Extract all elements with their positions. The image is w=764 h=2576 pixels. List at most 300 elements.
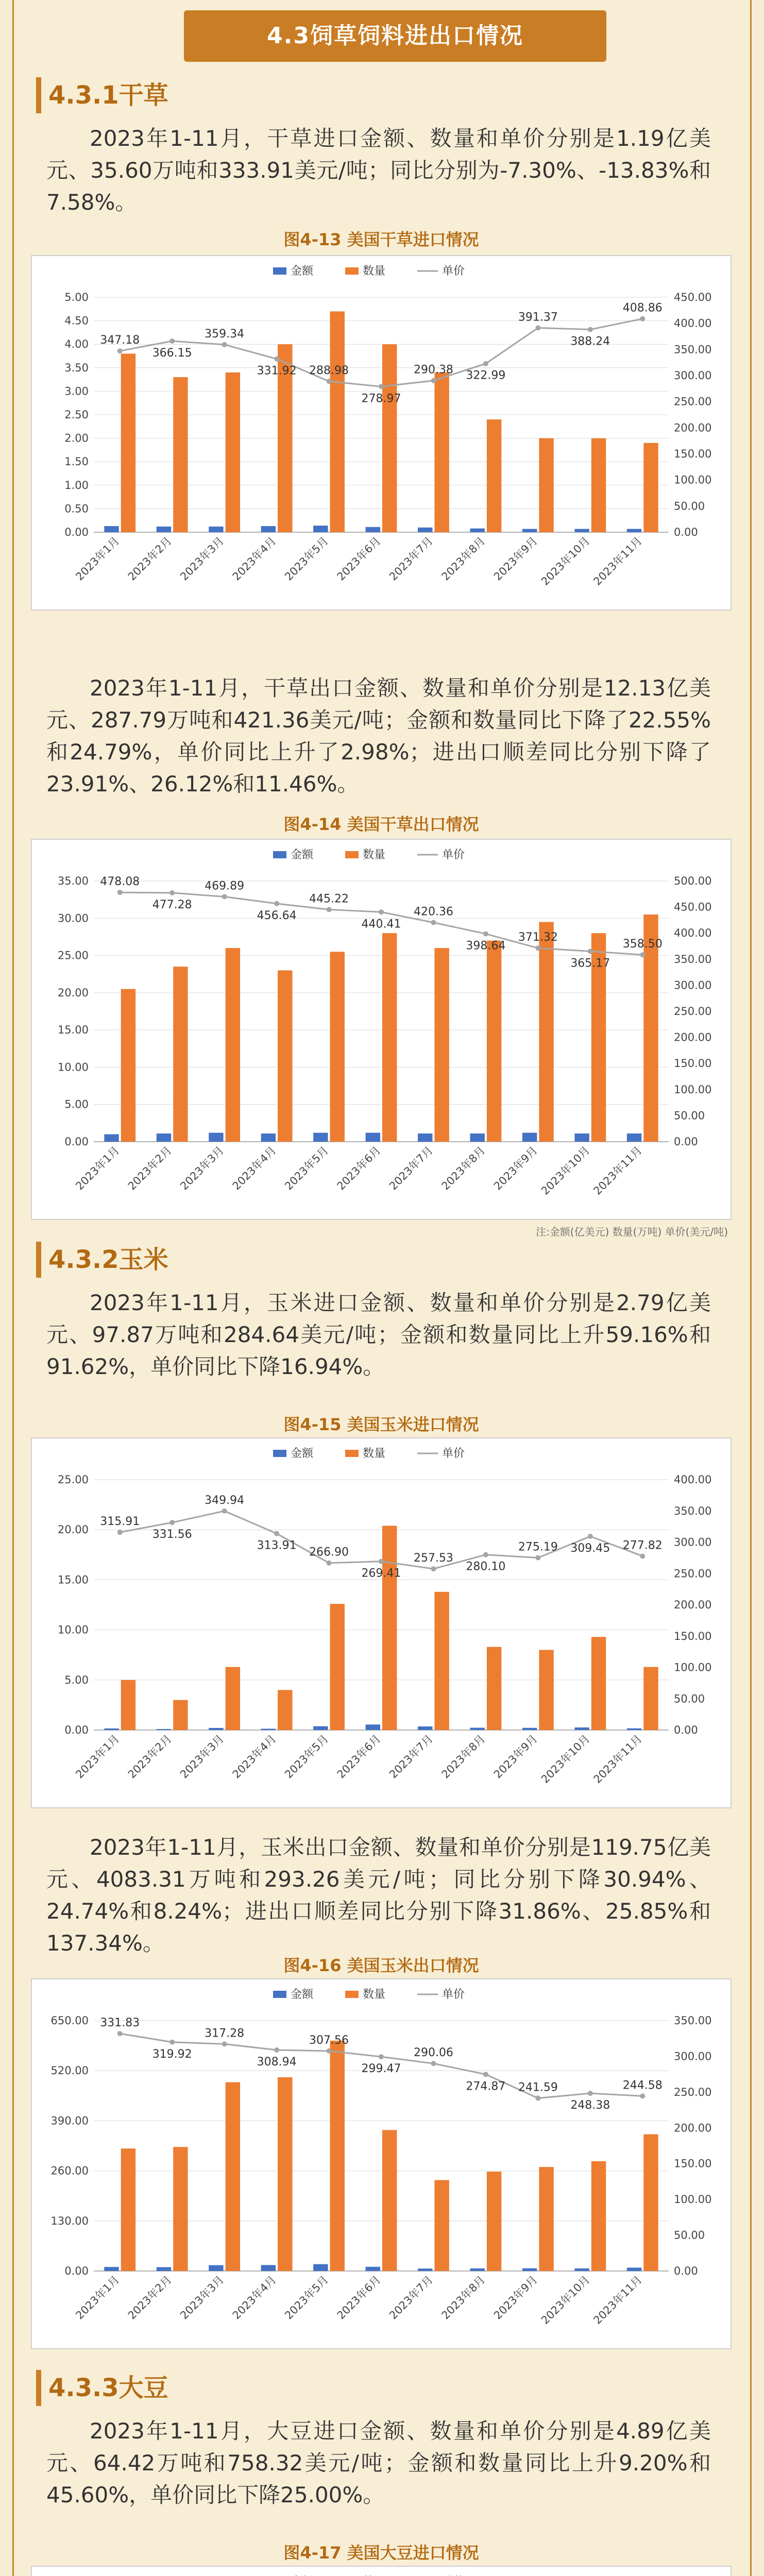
bar-amount <box>104 1134 118 1142</box>
x-tick-label: 2023年10月 <box>538 1144 592 1197</box>
x-tick-label: 2023年10月 <box>538 1732 592 1786</box>
y2-tick-label: 350.00 <box>674 2014 712 2027</box>
bar-quantity <box>226 2082 240 2271</box>
price-point <box>535 1555 540 1561</box>
price-point <box>117 890 123 895</box>
y-tick-label: 20.00 <box>57 1523 89 1536</box>
legend-swatch-quantity <box>345 267 359 275</box>
bar-quantity <box>487 2172 501 2271</box>
legend-label-price: 单价 <box>442 1447 465 1460</box>
y-tick-label: 130.00 <box>50 2214 89 2227</box>
x-tick-label: 2023年6月 <box>334 534 383 583</box>
x-tick-label: 2023年5月 <box>282 1732 331 1781</box>
y-tick-label: 5.00 <box>64 1098 89 1111</box>
y-tick-label: 2.50 <box>64 409 89 421</box>
y2-tick-label: 100.00 <box>674 2193 712 2206</box>
y2-tick-label: 350.00 <box>674 953 712 965</box>
price-point <box>431 2061 436 2066</box>
chart-corn-export <box>31 1978 732 2349</box>
price-point <box>535 325 540 330</box>
x-tick-label: 2023年1月 <box>73 1144 122 1193</box>
bar-amount <box>313 2264 328 2271</box>
price-data-label: 388.24 <box>570 335 610 348</box>
legend-label-price: 单价 <box>442 265 465 278</box>
bar-quantity <box>487 419 501 532</box>
price-data-label: 290.38 <box>413 363 453 377</box>
price-data-label: 248.38 <box>570 2099 610 2112</box>
legend-swatch-amount <box>273 267 286 275</box>
price-point <box>222 2041 227 2046</box>
bar-amount <box>209 1133 223 1142</box>
y2-tick-label: 200.00 <box>674 1599 712 1611</box>
price-point <box>588 948 593 954</box>
y2-tick-label: 0.00 <box>674 1136 698 1148</box>
legend-swatch-quantity <box>345 1991 359 1998</box>
bar-amount <box>104 526 118 532</box>
price-point <box>535 2096 540 2101</box>
y2-tick-label: 50.00 <box>674 2229 705 2242</box>
price-point <box>169 338 175 344</box>
chart-svg <box>32 256 731 609</box>
chart-title: 图4-17 美国大豆进口情况 <box>283 2543 479 2563</box>
legend-label-amount: 金额 <box>291 265 314 278</box>
bar-quantity <box>434 1592 449 1730</box>
legend-label-price: 单价 <box>442 849 465 861</box>
x-tick-label: 2023年7月 <box>387 1732 435 1781</box>
x-tick-label: 2023年1月 <box>73 2273 122 2322</box>
para-hay-export: 2023年1-11月，干草出口金额、数量和单价分别是12.13亿美元、287.79万吨和421.36美元/吨；金额和数量同比下降了22.55%和24.79%，单价同比上升了2.98%；进出口顺差同比分别下降了23.91%、26.12%和11.46%。 <box>46 675 711 796</box>
price-point <box>327 379 332 384</box>
price-point <box>588 327 593 332</box>
bar-quantity <box>382 1526 397 1730</box>
y-tick-label: 0.00 <box>64 526 89 538</box>
bar-quantity <box>434 372 449 532</box>
chart-note: 注:金额(亿美元) 数量(万吨) 单价(美元/吨) <box>535 1226 728 1238</box>
price-data-label: 299.47 <box>361 2062 401 2076</box>
price-point <box>640 2093 645 2098</box>
legend-swatch-amount <box>273 851 286 858</box>
bar-amount <box>157 1729 171 1730</box>
x-tick-label: 2023年9月 <box>491 1144 540 1193</box>
price-data-label: 257.53 <box>413 1552 453 1565</box>
y2-tick-label: 0.00 <box>674 1724 698 1736</box>
bar-quantity <box>643 2134 658 2271</box>
y2-tick-label: 400.00 <box>674 927 712 940</box>
bar-amount <box>366 527 380 532</box>
bar-amount <box>209 2265 223 2271</box>
bar-amount <box>366 2267 380 2271</box>
bar-quantity <box>539 922 553 1142</box>
x-tick-label: 2023年3月 <box>178 1144 227 1193</box>
chart-soy-import <box>31 2566 732 2576</box>
bar-quantity <box>330 952 345 1142</box>
y-tick-label: 20.00 <box>57 986 89 999</box>
y-tick-label: 30.00 <box>57 912 89 925</box>
bar-amount <box>522 1133 537 1142</box>
x-tick-label: 2023年5月 <box>282 534 331 583</box>
legend-label-amount: 金额 <box>291 1988 314 2001</box>
price-data-label: 358.50 <box>622 938 663 951</box>
bar-amount <box>627 2267 641 2271</box>
price-data-label: 477.28 <box>152 898 192 911</box>
x-tick-label: 2023年2月 <box>125 534 174 583</box>
bar-quantity <box>382 344 397 532</box>
bar-quantity <box>226 372 240 532</box>
chart-hay-export <box>31 839 732 1220</box>
bar-quantity <box>278 970 292 1142</box>
price-data-label: 349.94 <box>205 1494 245 1507</box>
price-data-label: 275.19 <box>518 1540 558 1554</box>
price-point <box>169 890 175 895</box>
legend-swatch-quantity <box>345 851 359 858</box>
x-tick-label: 2023年11月 <box>591 2273 644 2327</box>
bar-quantity <box>121 1680 135 1730</box>
y-tick-label: 5.00 <box>64 291 89 303</box>
x-tick-label: 2023年11月 <box>591 1732 644 1786</box>
y-tick-label: 15.00 <box>57 1024 89 1037</box>
bar-amount <box>574 1727 589 1730</box>
bar-quantity <box>539 2167 553 2271</box>
price-point <box>379 909 384 914</box>
y2-tick-label: 300.00 <box>674 2050 712 2063</box>
legend-label-quantity: 数量 <box>363 849 386 861</box>
y2-tick-label: 100.00 <box>674 473 712 486</box>
price-point <box>274 2047 279 2053</box>
bar-quantity <box>643 1667 658 1730</box>
price-data-label: 288.98 <box>309 364 349 378</box>
price-data-label: 391.37 <box>518 311 558 324</box>
legend-label-amount: 金额 <box>291 849 314 861</box>
price-data-label: 331.92 <box>257 364 297 378</box>
y2-tick-label: 100.00 <box>674 1661 712 1674</box>
price-data-label: 322.99 <box>466 369 506 382</box>
y-tick-label: 1.50 <box>64 455 89 468</box>
y-tick-label: 5.00 <box>64 1673 89 1686</box>
y2-tick-label: 300.00 <box>674 979 712 992</box>
price-point <box>327 2048 332 2054</box>
chart-svg <box>32 1979 731 2348</box>
bar-quantity <box>330 311 345 532</box>
x-tick-label: 2023年4月 <box>230 1732 279 1781</box>
bar-amount <box>418 1726 432 1730</box>
price-data-label: 398.64 <box>466 939 506 953</box>
y-tick-label: 35.00 <box>57 875 89 887</box>
y-tick-label: 1.00 <box>64 479 89 492</box>
bar-quantity <box>487 1647 501 1730</box>
y2-tick-label: 450.00 <box>674 291 712 303</box>
y-tick-label: 3.00 <box>64 385 89 398</box>
chart-title: 图4-16 美国玉米出口情况 <box>283 1956 479 1975</box>
y2-tick-label: 100.00 <box>674 1083 712 1096</box>
bar-amount <box>313 1726 328 1730</box>
y2-tick-label: 250.00 <box>674 2086 712 2098</box>
y-tick-label: 4.50 <box>64 314 89 327</box>
price-data-label: 317.28 <box>205 2027 245 2040</box>
x-tick-label: 2023年5月 <box>282 1144 331 1193</box>
price-point <box>274 1531 279 1536</box>
x-tick-label: 2023年8月 <box>439 1144 488 1193</box>
price-point <box>535 945 540 951</box>
bar-quantity <box>591 438 606 532</box>
y2-tick-label: 300.00 <box>674 1536 712 1549</box>
price-point <box>327 907 332 912</box>
y2-tick-label: 250.00 <box>674 395 712 408</box>
y2-tick-label: 150.00 <box>674 2157 712 2170</box>
bar-amount <box>104 1728 118 1730</box>
y2-tick-label: 350.00 <box>674 343 712 356</box>
y2-tick-label: 200.00 <box>674 1031 712 1044</box>
price-point <box>169 2040 175 2045</box>
y2-tick-label: 150.00 <box>674 1630 712 1642</box>
bar-amount <box>418 528 432 532</box>
bar-amount <box>522 2268 537 2271</box>
bar-quantity <box>591 1637 606 1730</box>
para-corn-import: 2023年1-11月，玉米进口金额、数量和单价分别是2.79亿美元、97.87万吨和284.64美元/吨；金额和数量同比上升59.16%和91.62%，单价同比下降16.94%。 <box>46 1290 711 1379</box>
x-tick-label: 2023年9月 <box>491 1732 540 1781</box>
price-data-label: 244.58 <box>622 2079 663 2092</box>
y2-tick-label: 300.00 <box>674 369 712 382</box>
bar-amount <box>627 1728 641 1730</box>
price-data-label: 266.90 <box>309 1546 349 1559</box>
bar-amount <box>366 1133 380 1142</box>
y-tick-label: 390.00 <box>50 2114 89 2127</box>
bar-amount <box>574 529 589 532</box>
y-tick-label: 10.00 <box>57 1061 89 1074</box>
bar-amount <box>157 1133 171 1142</box>
price-data-label: 408.86 <box>622 301 663 315</box>
bar-amount <box>418 1133 432 1142</box>
y-tick-label: 4.00 <box>64 338 89 351</box>
x-tick-label: 2023年5月 <box>282 2273 331 2322</box>
bar-amount <box>313 526 328 532</box>
price-data-label: 241.59 <box>518 2081 558 2094</box>
price-data-label: 366.15 <box>152 346 192 360</box>
section-title-hay: 4.3.1干草 <box>36 77 168 113</box>
bar-quantity <box>591 2161 606 2271</box>
legend-swatch-amount <box>273 1991 286 1998</box>
bar-amount <box>418 2268 432 2271</box>
y-tick-label: 15.00 <box>57 1573 89 1586</box>
x-tick-label: 2023年9月 <box>491 2273 540 2322</box>
y-tick-label: 25.00 <box>57 1473 89 1486</box>
y-tick-label: 0.50 <box>64 502 89 515</box>
y2-tick-label: 350.00 <box>674 1504 712 1517</box>
price-point <box>379 2054 384 2059</box>
y2-tick-label: 400.00 <box>674 1473 712 1486</box>
bar-quantity <box>643 443 658 532</box>
series-line-price <box>120 319 643 387</box>
bar-amount <box>522 1728 537 1730</box>
bar-quantity <box>382 2130 397 2271</box>
price-point <box>222 1509 227 1514</box>
y2-tick-label: 0.00 <box>674 526 698 538</box>
price-data-label: 309.45 <box>570 1542 610 1555</box>
x-tick-label: 2023年3月 <box>178 2273 227 2322</box>
price-data-label: 307.56 <box>309 2033 349 2047</box>
bar-amount <box>261 1133 276 1142</box>
price-point <box>640 1553 645 1558</box>
bar-quantity <box>278 2077 292 2271</box>
price-data-label: 359.34 <box>205 327 245 341</box>
section-banner: 4.3饲草饲料进出口情况 <box>184 10 606 62</box>
bar-amount <box>522 529 537 532</box>
price-point <box>274 357 279 362</box>
price-point <box>431 920 436 925</box>
chart-hay-import <box>31 255 732 611</box>
legend-label-amount: 金额 <box>291 1447 314 1460</box>
y-tick-label: 650.00 <box>50 2014 89 2027</box>
chart-svg <box>32 2567 731 2576</box>
bar-quantity <box>434 948 449 1142</box>
price-data-label: 440.41 <box>361 918 401 931</box>
price-data-label: 371.32 <box>518 931 558 944</box>
y-tick-label: 520.00 <box>50 2064 89 2077</box>
bar-amount <box>470 529 485 532</box>
bar-amount <box>470 1728 485 1730</box>
bar-amount <box>574 1133 589 1142</box>
y2-tick-label: 150.00 <box>674 448 712 460</box>
y2-tick-label: 450.00 <box>674 901 712 913</box>
price-point <box>483 931 488 937</box>
chart-title: 图4-15 美国玉米进口情况 <box>283 1415 479 1434</box>
y2-tick-label: 50.00 <box>674 500 705 513</box>
section-title-corn: 4.3.2玉米 <box>36 1242 168 1278</box>
price-point <box>431 378 436 383</box>
y2-tick-label: 250.00 <box>674 1005 712 1018</box>
price-point <box>640 316 645 321</box>
bar-amount <box>627 1133 641 1142</box>
x-tick-label: 2023年2月 <box>125 2273 174 2322</box>
x-tick-label: 2023年3月 <box>178 534 227 583</box>
price-data-label: 308.94 <box>257 2056 297 2069</box>
y2-tick-label: 250.00 <box>674 1567 712 1580</box>
price-data-label: 478.08 <box>100 875 140 889</box>
y-tick-label: 0.00 <box>64 1136 89 1148</box>
price-data-label: 280.10 <box>466 1560 506 1573</box>
bar-quantity <box>173 2147 188 2271</box>
price-point <box>379 1559 384 1564</box>
bar-amount <box>627 529 641 532</box>
y-tick-label: 2.00 <box>64 432 89 445</box>
chart-corn-import <box>31 1437 732 1808</box>
chart-title: 图4-14 美国干草出口情况 <box>283 815 479 834</box>
bar-quantity <box>487 941 501 1142</box>
x-tick-label: 2023年9月 <box>491 534 540 583</box>
bar-quantity <box>330 1604 345 1730</box>
price-point <box>117 1530 123 1535</box>
bar-quantity <box>173 967 188 1142</box>
bar-amount <box>261 1728 276 1730</box>
section-title-soy: 4.3.3大豆 <box>36 2370 168 2406</box>
bar-quantity <box>121 2148 135 2271</box>
price-data-label: 313.91 <box>257 1539 297 1552</box>
chart-title: 图4-13 美国干草进口情况 <box>283 230 479 249</box>
para-soy-import: 2023年1-11月，大豆进口金额、数量和单价分别是4.89亿美元、64.42万吨和758.32美元/吨；金额和数量同比上升9.20%和45.60%，单价同比下降25.00%。 <box>46 2418 711 2507</box>
x-tick-label: 2023年1月 <box>73 534 122 583</box>
y2-tick-label: 500.00 <box>674 875 712 887</box>
legend-swatch-amount <box>273 1450 286 1457</box>
y2-tick-label: 200.00 <box>674 2122 712 2134</box>
x-tick-label: 2023年8月 <box>439 534 488 583</box>
bar-quantity <box>173 377 188 532</box>
price-point <box>222 342 227 347</box>
price-data-label: 269.41 <box>361 1567 401 1580</box>
y2-tick-label: 200.00 <box>674 421 712 434</box>
price-point <box>327 1561 332 1566</box>
bar-amount <box>313 1133 328 1142</box>
price-data-label: 290.06 <box>413 2046 453 2060</box>
price-point <box>169 1520 175 1525</box>
bar-amount <box>157 2267 171 2271</box>
bar-quantity <box>121 989 135 1142</box>
bar-amount <box>261 526 276 532</box>
y-tick-label: 25.00 <box>57 949 89 962</box>
y2-tick-label: 50.00 <box>674 1109 705 1122</box>
x-tick-label: 2023年2月 <box>125 1144 174 1193</box>
bar-amount <box>209 527 223 532</box>
y-tick-label: 0.00 <box>64 2265 89 2277</box>
bar-quantity <box>121 353 135 532</box>
bar-quantity <box>226 948 240 1142</box>
price-data-label: 469.89 <box>205 879 245 893</box>
price-data-label: 315.91 <box>100 1515 140 1529</box>
price-data-label: 331.83 <box>100 2016 140 2030</box>
x-tick-label: 2023年8月 <box>439 2273 488 2322</box>
price-point <box>588 1534 593 1539</box>
bar-amount <box>470 2268 485 2271</box>
price-data-label: 445.22 <box>309 892 349 906</box>
x-tick-label: 2023年11月 <box>591 1144 644 1197</box>
x-tick-label: 2023年10月 <box>538 2273 592 2327</box>
x-tick-label: 2023年4月 <box>230 1144 279 1193</box>
price-point <box>117 2031 123 2036</box>
price-point <box>222 894 227 899</box>
price-point <box>117 348 123 353</box>
y2-tick-label: 400.00 <box>674 317 712 330</box>
y-tick-label: 260.00 <box>50 2164 89 2177</box>
y-tick-label: 3.50 <box>64 361 89 374</box>
legend-label-quantity: 数量 <box>363 265 386 278</box>
price-point <box>483 2072 488 2077</box>
legend-label-quantity: 数量 <box>363 1988 386 2001</box>
bar-amount <box>261 2265 276 2271</box>
y2-tick-label: 50.00 <box>674 1692 705 1705</box>
x-tick-label: 2023年2月 <box>125 1732 174 1781</box>
bar-quantity <box>382 933 397 1142</box>
price-data-label: 365.17 <box>570 957 610 970</box>
x-tick-label: 2023年7月 <box>387 2273 435 2322</box>
chart-svg <box>32 840 731 1219</box>
bar-amount <box>157 527 171 532</box>
price-point <box>588 2091 593 2096</box>
price-point <box>483 1552 488 1557</box>
bar-quantity <box>539 1650 553 1730</box>
x-tick-label: 2023年4月 <box>230 2273 279 2322</box>
price-data-label: 277.82 <box>622 1539 663 1552</box>
x-tick-label: 2023年3月 <box>178 1732 227 1781</box>
x-tick-label: 2023年11月 <box>591 534 644 588</box>
chart-svg <box>32 1438 731 1807</box>
price-data-label: 420.36 <box>413 905 453 919</box>
x-tick-label: 2023年6月 <box>334 1732 383 1781</box>
y-tick-label: 0.00 <box>64 1724 89 1736</box>
bar-quantity <box>330 2041 345 2271</box>
price-point <box>379 384 384 389</box>
x-tick-label: 2023年8月 <box>439 1732 488 1781</box>
price-point <box>640 952 645 957</box>
price-point <box>431 1566 436 1571</box>
price-point <box>483 361 488 366</box>
